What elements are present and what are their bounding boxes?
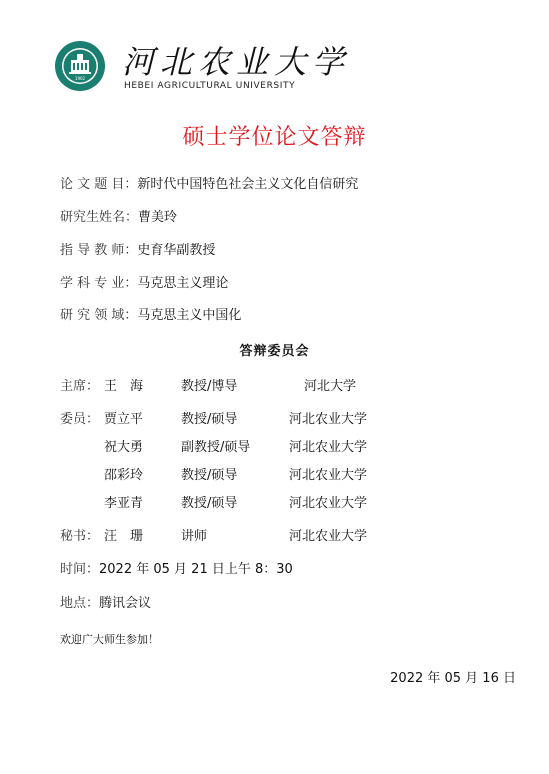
time-row xyxy=(60,561,293,579)
member-name: 邵彩玲 xyxy=(104,468,144,483)
logo-year: 1902 xyxy=(74,76,86,81)
member-title: 教授/硕导 xyxy=(181,412,238,427)
member-name: 祝大勇 xyxy=(104,440,144,455)
committee-heading: 答辩委员会 xyxy=(239,344,310,359)
member-org: 河北农业大学 xyxy=(289,468,368,483)
info-row-major xyxy=(60,275,228,293)
university-name-cn: 河北农业大学 xyxy=(122,43,351,81)
secretary-label: 秘书： xyxy=(60,529,100,544)
place-row xyxy=(60,595,151,613)
secretary-org: 河北农业大学 xyxy=(289,529,368,544)
chair-name: 王 海 xyxy=(104,379,144,394)
info-value: 史育华副教授 xyxy=(137,243,216,258)
member-title: 教授/硕导 xyxy=(181,468,238,483)
info-value: 马克思主义理论 xyxy=(137,276,229,291)
info-row-field xyxy=(60,307,241,325)
info-value: 马克思主义中国化 xyxy=(137,308,242,323)
chair-title: 教授/博导 xyxy=(181,379,238,394)
secretary-title: 讲师 xyxy=(181,529,208,544)
university-name-en: HEBEI AGRICULTURAL UNIVERSITY xyxy=(124,81,296,91)
info-label: 学 科 专 业： xyxy=(60,276,138,291)
page-title: 硕士学位论文答辩 xyxy=(182,125,367,150)
info-label: 研 究 领 域： xyxy=(60,308,138,323)
chair-org: 河北大学 xyxy=(304,379,357,394)
secretary-name: 汪 珊 xyxy=(104,529,144,544)
university-seal-logo xyxy=(54,40,106,92)
member-name: 贾立平 xyxy=(104,412,144,427)
info-row-thesis-title xyxy=(60,176,358,194)
info-label: 论 文 题 目： xyxy=(60,177,138,192)
member-org: 河北农业大学 xyxy=(289,496,368,511)
issue-date: 2022 年 05 月 16 日 xyxy=(390,671,516,686)
info-row-student xyxy=(60,209,177,227)
chair-label: 主席： xyxy=(60,379,100,394)
member-name: 李亚青 xyxy=(104,496,144,511)
members-label: 委员： xyxy=(60,412,100,427)
info-label: 指 导 教 师： xyxy=(60,243,138,258)
member-org: 河北农业大学 xyxy=(289,440,368,455)
member-title: 教授/硕导 xyxy=(181,496,238,511)
info-value: 曹美玲 xyxy=(138,210,178,225)
welcome-note: 欢迎广大师生参加！ xyxy=(60,633,159,646)
member-org: 河北农业大学 xyxy=(289,412,368,427)
info-row-advisor xyxy=(60,242,215,260)
info-label: 研究生姓名： xyxy=(60,210,139,225)
time-label: 时间： xyxy=(60,562,100,577)
time-value: 2022 年 05 月 21 日上午 8：30 xyxy=(99,562,293,577)
info-value: 新时代中国特色社会主义文化自信研究 xyxy=(137,177,359,192)
member-title: 副教授/硕导 xyxy=(181,440,251,455)
place-value: 腾讯会议 xyxy=(99,596,152,611)
place-label: 地点： xyxy=(60,596,100,611)
